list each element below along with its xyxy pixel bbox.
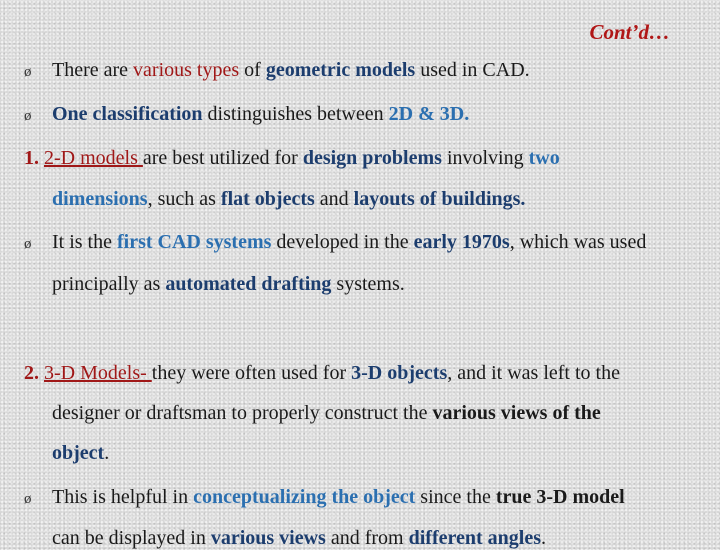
bullet-1-text: There are various types of geometric models used in CAD.	[52, 59, 530, 81]
item-1-line-1: 1. 2-D models are best utilized for design problems involving two	[24, 147, 560, 169]
bullet-4-line-2: can be displayed in various views and from different angles.	[52, 527, 547, 549]
bullet-3-line-2: principally as automated drafting systems.	[52, 273, 405, 295]
slide-heading: Cont’d…	[589, 20, 670, 44]
bullet-3-line-1: It is the first CAD systems developed in the early 1970s, which was used	[52, 231, 647, 253]
item-2-line-1: 2. 3-D Models- they were often used for 3-D objects, and it was left to the	[24, 362, 620, 384]
item-2-line-3: object.	[52, 442, 110, 464]
item-2-line-2: designer or draftsman to properly construct the various views of the	[52, 402, 601, 424]
bullet-4-line-1: This is helpful in conceptualizing the object since the true 3-D model	[52, 486, 625, 508]
bullet-icon: ø	[24, 236, 32, 252]
bullet-2-text: One classification distinguishes between 2D & 3D.	[52, 103, 470, 125]
item-1-line-2: dimensions, such as flat objects and layouts of buildings.	[52, 188, 526, 210]
bullet-icon: ø	[24, 64, 32, 80]
bullet-icon: ø	[24, 108, 32, 124]
bullet-icon: ø	[24, 491, 32, 507]
